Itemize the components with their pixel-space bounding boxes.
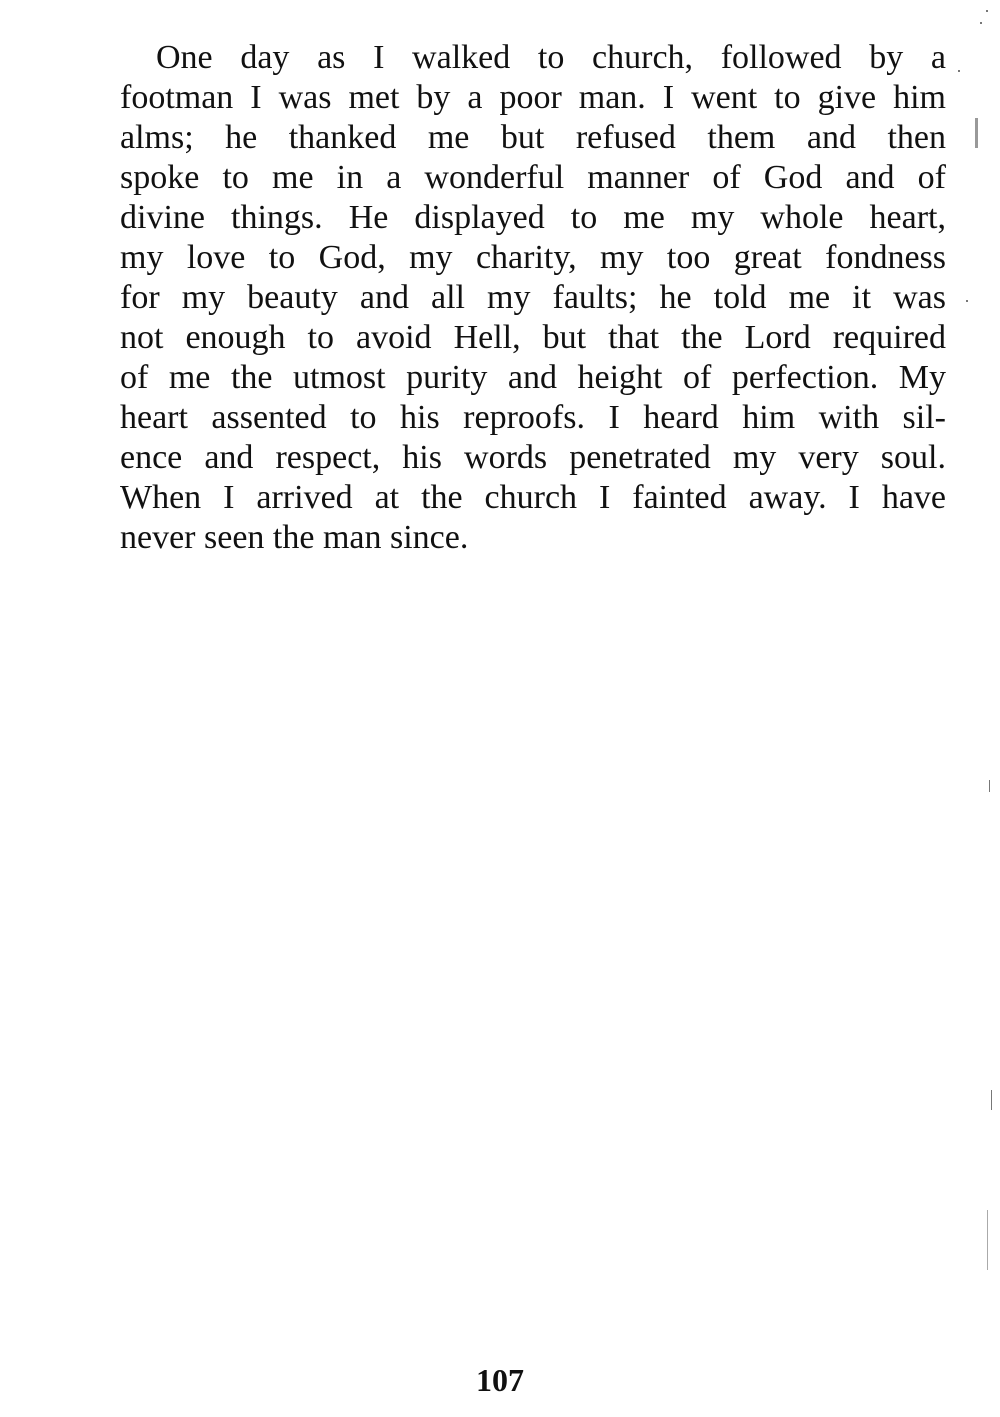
scan-speck — [991, 1090, 992, 1110]
text-line: When I arrived at the church I fainted away. I have — [120, 479, 946, 516]
body-paragraph — [120, 38, 946, 558]
text-line: footman I was met by a poor man. I went to give him — [120, 79, 946, 116]
scan-speck — [986, 10, 988, 12]
scan-speck — [966, 300, 968, 302]
page-number: 107 — [476, 1362, 524, 1398]
text-line: divine things. He displayed to me my whole heart, — [120, 199, 946, 236]
text-line: not enough to avoid Hell, but that the Lord required — [120, 319, 946, 356]
text-line: ence and respect, his words penetrated my very soul. — [120, 439, 946, 476]
text-line: spoke to me in a wonderful manner of God and of — [120, 159, 946, 196]
scan-speck — [958, 70, 960, 72]
scan-speck — [989, 780, 990, 792]
scan-speck — [980, 22, 982, 24]
text-line: One day as I walked to church, followed by a — [156, 39, 946, 76]
text-line: my love to God, my charity, my too great fondness — [120, 239, 946, 276]
text-line: for my beauty and all my faults; he told me it was — [120, 279, 946, 316]
scan-speck — [987, 1210, 988, 1270]
scan-speck — [975, 118, 978, 148]
text-line: heart assented to his reproofs. I heard him with sil- — [120, 399, 946, 436]
text-line: alms; he thanked me but refused them and then — [120, 119, 946, 156]
text-line: of me the utmost purity and height of perfection. My — [120, 359, 946, 396]
scan-edge-specks — [958, 0, 998, 1417]
text-line: never seen the man since. — [120, 519, 469, 556]
